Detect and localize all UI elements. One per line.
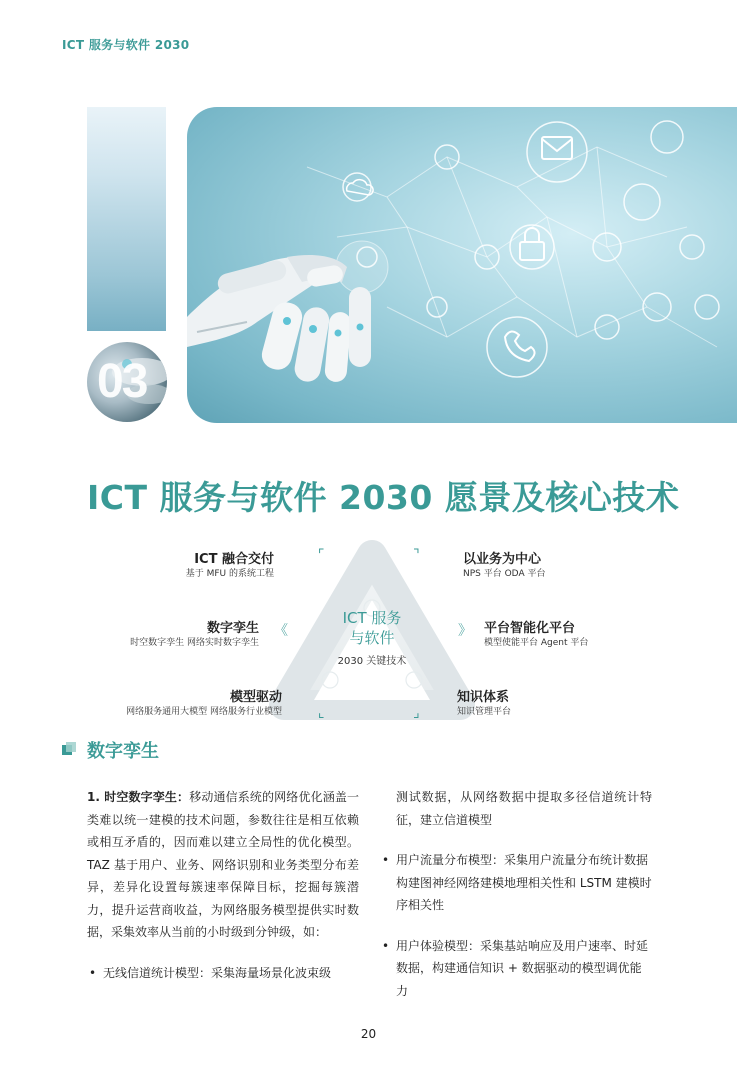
paragraph-text: 移动通信系统的网络优化涵盖一类难以统一建模的技术问题，参数往往是相互依赖或相互矛盾的，因而难以建立全局性的优化模型。TAZ 基于用户、业务、网络识别和业务类型分布差异，差异化设置每簇速率保障目标，挖掘每簇潜力，提升运营商收益，为网络服务模型提供实时数据，采集效率从当前的小时级到分钟级，如： bbox=[87, 790, 359, 939]
chevron-right-icon: 》 bbox=[458, 623, 472, 639]
chapter-number: 03 bbox=[97, 355, 147, 408]
center-line-1: ICT 服务 bbox=[342, 609, 402, 627]
node-business-centric-subtitle: NPS 平台 ODA 平台 bbox=[463, 569, 546, 579]
paragraph-spatiotemporal-twin bbox=[87, 786, 359, 944]
running-header: ICT 服务与软件 2030 bbox=[62, 38, 190, 52]
list-item bbox=[380, 935, 652, 1003]
node-model-driven-subtitle: 网络服务通用大模型 网络服务行业模型 bbox=[126, 707, 282, 717]
node-digital-twin-subtitle: 时空数字孪生 网络实时数字孪生 bbox=[130, 638, 259, 648]
node-business-centric-title: 以业务为中心 bbox=[463, 552, 542, 567]
node-platform-intelligence-title: 平台智能化平台 bbox=[484, 621, 576, 636]
diagram-center-label bbox=[322, 608, 422, 667]
paragraph-lead: 1. 时空数字孪生： bbox=[87, 790, 190, 804]
body-column-right bbox=[380, 786, 652, 1002]
chevron-left-icon: 《 bbox=[274, 623, 288, 639]
bullet-dot: • bbox=[382, 938, 390, 953]
list-item-continuation: 测试数据，从网络数据中提取多径信道统计特征，建立信道模型 bbox=[396, 790, 652, 827]
node-model-driven-title: 模型驱动 bbox=[229, 690, 282, 705]
center-line-3: 2030 关键技术 bbox=[337, 656, 407, 667]
page-title: ICT 服务与软件 2030 愿景及核心技术 bbox=[87, 478, 680, 517]
chevron-bottom-left-icon: ⌞ bbox=[318, 705, 325, 721]
body-column-left bbox=[87, 786, 359, 984]
list-item-text: 用户流量分布模型：采集用户流量分布统计数据构建图神经网络建模地理相关性和 LSTM 建模时序相关性 bbox=[396, 853, 652, 912]
chevron-top-right-icon: ⌝ bbox=[413, 547, 420, 563]
bullet-dot: • bbox=[382, 853, 390, 867]
center-line-2: 与软件 bbox=[349, 629, 395, 647]
chevron-top-left-icon: ⌜ bbox=[318, 547, 325, 563]
node-ict-delivery-subtitle: 基于 MFU 的系统工程 bbox=[185, 569, 274, 579]
section-title: 数字孪生 bbox=[87, 741, 159, 762]
section-square-icon bbox=[62, 742, 76, 756]
list-item bbox=[87, 962, 359, 985]
list-item-text: 无线信道统计模型：采集海量场景化波束级 bbox=[103, 965, 332, 980]
bullet-dot: • bbox=[89, 965, 97, 980]
page-number: 20 bbox=[360, 1027, 377, 1041]
node-ict-delivery-title: ICT 融合交付 bbox=[194, 552, 274, 567]
node-platform-intelligence-subtitle: 模型使能平台 Agent 平台 bbox=[484, 638, 589, 648]
node-knowledge-system-title: 知识体系 bbox=[457, 690, 510, 705]
chevron-bottom-right-icon: ⌟ bbox=[413, 705, 420, 721]
list-item-text: 用户体验模型：采集基站响应及用户速率、时延数据，构建通信知识 + 数据驱动的模型调优能力 bbox=[396, 938, 649, 998]
list-item bbox=[380, 849, 652, 917]
node-knowledge-system-subtitle: 知识管理平台 bbox=[457, 707, 512, 717]
node-digital-twin-title: 数字孪生 bbox=[206, 621, 259, 636]
